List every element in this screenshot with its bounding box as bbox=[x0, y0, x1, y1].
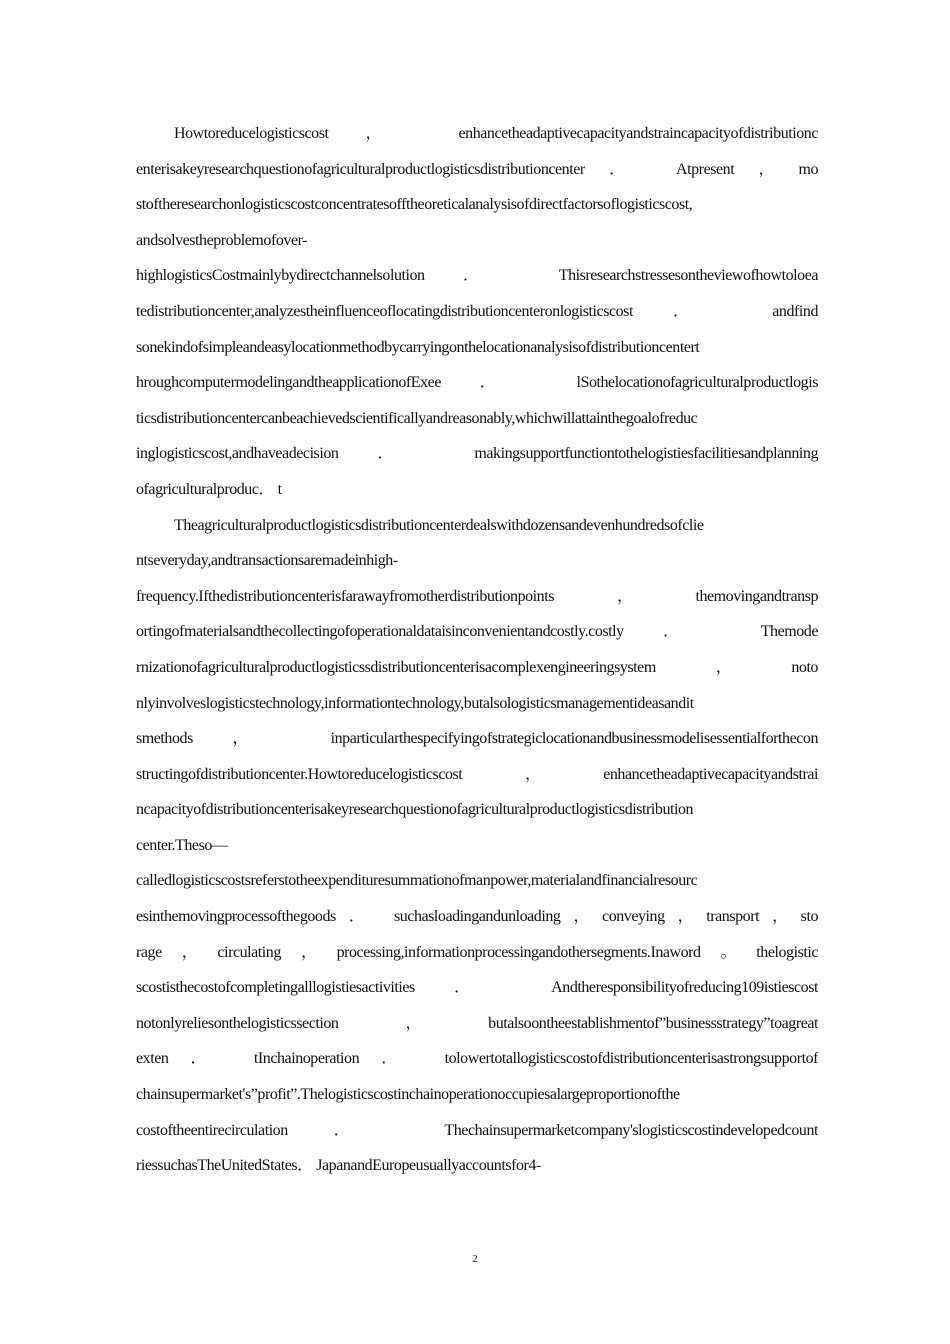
text-line: costoftheentirecirculation． Thechainsupermarketcompany'slogisticscostindevelopedcount bbox=[136, 1121, 818, 1139]
text-line: chainsupermarket's”profit”.Thelogisticscostinchainoperationoccupiesalargeproportionofthe bbox=[136, 1086, 680, 1104]
text-line: inglogisticscost,andhaveadecision． makingsupportfunctiontothelogistiesfacilitiesandplanning bbox=[136, 445, 818, 463]
text-line: ntseveryday,andtransactionsaremadeinhigh- bbox=[136, 552, 398, 570]
body-text bbox=[136, 116, 818, 1184]
text-line: ofagriculturalproduc． t bbox=[136, 480, 282, 498]
text-line: scostisthecostofcompletingalllogistiesactivities． Andtheresponsibilityofreducing109istiescost bbox=[136, 979, 818, 997]
text-line: exten． tInchainoperation． tolowertotallogisticscostofdistributioncenterisastrongsupportof bbox=[136, 1050, 818, 1068]
text-line: nlyinvolveslogisticstechnology,informationtechnology,butalsologisticsmanagementideasandit bbox=[136, 694, 694, 712]
text-line: smethods， inparticularthespecifyingofstrategiclocationandbusinessmodelisessentialforthecon bbox=[136, 730, 818, 748]
text-line: structingofdistributioncenter.Howtoreducelogisticscost，enhancetheadaptivecapacityandstrai bbox=[136, 765, 818, 783]
text-line: ncapacityofdistributioncenterisakeyresearchquestionofagriculturalproductlogisticsdistribution bbox=[136, 801, 694, 819]
text-line: rage，circulating，processing,informationprocessingandothersegments.Inaword。thelogistic bbox=[136, 943, 818, 961]
text-line: frequency.Ifthedistributioncenterisfarawayfromotherdistributionpoints，themovingandtransp bbox=[136, 587, 818, 605]
text-line: rnizationofagriculturalproductlogisticssdistributioncenterisacomplexengineeringsystem，noto bbox=[136, 658, 818, 676]
page-number: 2 bbox=[472, 1253, 478, 1265]
text-line: tedistributioncenter,analyzestheinfluenceoflocatingdistributioncenteronlogisticscost． andfind bbox=[136, 302, 818, 320]
text-line: Theagriculturalproductlogisticsdistributioncenterdealswithdozensandevenhundredsofclie bbox=[174, 516, 704, 534]
text-line: riessuchasTheUnitedStates． JapanandEuropeusuallyaccountsfor4- bbox=[136, 1157, 541, 1175]
text-line: notonlyreliesonthelogisticssection，butalsoontheestablishmentof”businessstrategy”toagreat bbox=[136, 1014, 818, 1032]
text-line: stoftheresearchonlogisticscostconcentratesofftheoreticalanalysisofdirectfactorsoflogisticscost, bbox=[136, 196, 693, 214]
text-line: calledlogisticscostsreferstotheexpendituresummationofmanpower,materialandfinancialresourc bbox=[136, 872, 698, 890]
text-line: center.Theso— bbox=[136, 836, 228, 854]
text-line: highlogisticsCostmainlybydirectchannelsolution． Thisresearchstressesontheviewofhowtoloea bbox=[136, 267, 818, 285]
text-line: andsolvestheproblemofover- bbox=[136, 231, 308, 249]
text-line: ortingofmaterialsandthecollectingofoperationaldataisinconvenientandcostly.costly． Themode bbox=[136, 623, 818, 641]
text-line: enterisakeyresearchquestionofagriculturalproductlogisticsdistributioncenter． Atpresent，mo bbox=[136, 160, 818, 178]
text-line: hroughcomputermodelingandtheapplicationofExee． lSothelocationofagriculturalproductlogis bbox=[136, 374, 818, 392]
text-line: esinthemovingprocessofthegoods． suchasloadingandunloading，conveying，transport，sto bbox=[136, 908, 818, 926]
text-line: Howtoreducelogisticscost， enhancetheadaptivecapacityandstraincapacityofdistributionc bbox=[174, 125, 818, 142]
text-line: ticsdistributioncentercanbeachievedscientificallyandreasonably,whichwillattainthegoalofreduc bbox=[136, 409, 698, 427]
text-line: sonekindofsimpleandeasylocationmethodbycarryingonthelocationanalysisofdistributioncentert bbox=[136, 338, 700, 356]
